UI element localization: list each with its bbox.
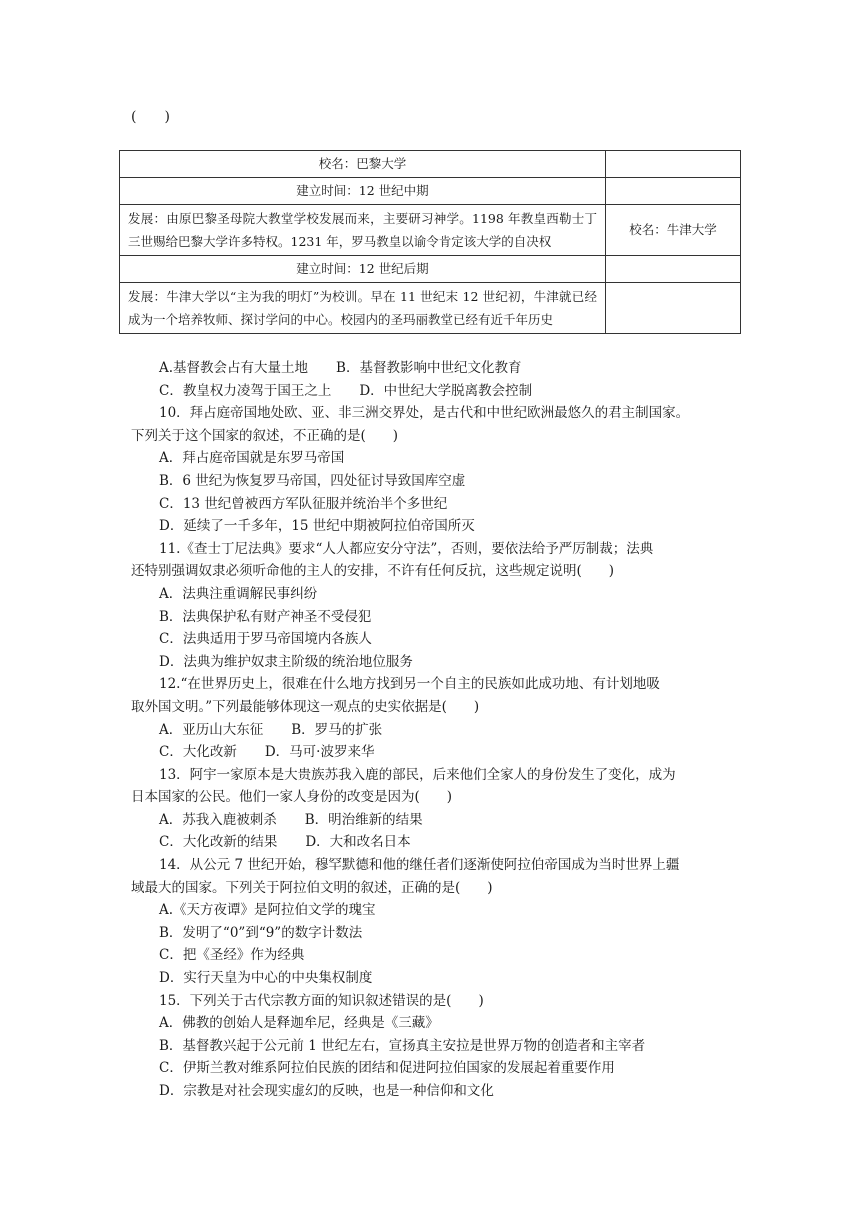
table-cell: 发展：牛津大学以“主为我的明灯”为校训。早在 11 世纪末 12 世纪初，牛津就已经成为一个培养牧师、探讨学问的中心。校园内的圣玛丽教堂已经有近千年历史 bbox=[120, 283, 606, 334]
option-b: B．法典保护私有财产神圣不受侵犯 bbox=[159, 608, 372, 625]
table-row bbox=[120, 178, 741, 205]
question-stem: 13．阿宇一家原本是大贵族苏我入鹿的部民，后来他们全家人的身份发生了变化，成为 bbox=[159, 766, 676, 783]
option-c: C．大化改新的结果 bbox=[159, 834, 278, 851]
table-cell bbox=[606, 151, 741, 178]
option-c: C．伊斯兰教对维系阿拉伯民族的团结和促进阿拉伯国家的发展起着重要作用 bbox=[159, 1060, 615, 1077]
table-cell: 发展：由原巴黎圣母院大教堂学校发展而来，主要研习神学。1198 年教皇西勒士丁三世赐给巴黎大学许多特权。1231 年，罗马教皇以谕令肯定该大学的自决权 bbox=[120, 205, 606, 256]
option-a: A．苏我入鹿被刺杀 bbox=[159, 811, 277, 828]
option-d: D．实行天皇为中心的中央集权制度 bbox=[159, 970, 373, 987]
option-a: A．亚历山大东征 bbox=[159, 721, 264, 738]
option-c: C．教皇权力凌驾于国王之上 bbox=[159, 382, 332, 399]
question-stem: 还特别强调奴隶必须听命他的主人的安排，不许有任何反抗，这些规定说明( ) bbox=[131, 563, 615, 580]
option-a: A．拜占庭帝国就是东罗马帝国 bbox=[159, 450, 345, 467]
table-cell: 建立时间：12 世纪后期 bbox=[120, 256, 606, 283]
option-line bbox=[131, 809, 742, 832]
answer-parentheses: ( ) bbox=[131, 109, 170, 125]
question-stem: 域最大的国家。下列关于阿拉伯文明的叙述，正确的是( ) bbox=[131, 879, 493, 896]
option-line bbox=[131, 719, 742, 742]
table-cell: 建立时间：12 世纪中期 bbox=[120, 178, 606, 205]
table-cell bbox=[606, 178, 741, 205]
option-c: C．13 世纪曾被西方军队征服并统治半个多世纪 bbox=[159, 495, 448, 512]
table-cell bbox=[606, 283, 741, 334]
option-b: B．基督教兴起于公元前 1 世纪左右，宣扬真主安拉是世界万物的创造者和主宰者 bbox=[159, 1037, 646, 1054]
option-a: A.《天方夜谭》是阿拉伯文学的瑰宝 bbox=[159, 902, 376, 919]
option-a: A.基督教会占有大量土地 bbox=[159, 360, 309, 376]
option-line bbox=[131, 380, 742, 403]
table-cell: 校名：牛津大学 bbox=[606, 205, 741, 256]
option-d: D．中世纪大学脱离教会控制 bbox=[359, 382, 533, 399]
question-stem: 下列关于这个国家的叙述，不正确的是( ) bbox=[131, 427, 399, 444]
question-stem: 15．下列关于古代宗教方面的知识叙述错误的是( ) bbox=[159, 992, 484, 1009]
option-b: B．基督教影响中世纪文化教育 bbox=[336, 360, 522, 376]
option-d: D．延续了一千多年，15 世纪中期被阿拉伯帝国所灭 bbox=[159, 518, 475, 535]
table-row bbox=[120, 205, 741, 256]
question-stem: 取外国文明。”下列最能够体现这一观点的史实依据是( ) bbox=[131, 698, 480, 715]
option-line bbox=[131, 831, 742, 854]
table-row bbox=[120, 256, 741, 283]
question-list bbox=[131, 357, 742, 1103]
option-c: C．法典适用于罗马帝国境内各族人 bbox=[159, 631, 372, 648]
option-d: D．宗教是对社会现实虚幻的反映，也是一种信仰和文化 bbox=[159, 1083, 494, 1099]
option-a: A．法典注重调解民事纠纷 bbox=[159, 585, 318, 602]
option-b: B．6 世纪为恢复罗马帝国，四处征讨导致国库空虚 bbox=[159, 472, 466, 489]
option-b: B．明治维新的结果 bbox=[304, 811, 423, 828]
option-a: A．佛教的创始人是释迦牟尼，经典是《三藏》 bbox=[159, 1015, 439, 1032]
option-line bbox=[131, 357, 742, 380]
option-d: D．大和改名日本 bbox=[305, 834, 411, 851]
question-stem: 11.《查士丁尼法典》要求“人人都应安分守法”，否则，要依法给予严厉制裁；法典 bbox=[159, 540, 654, 557]
option-c: C．把《圣经》作为经典 bbox=[159, 947, 305, 964]
table-row bbox=[120, 283, 741, 334]
option-b: B．罗马的扩张 bbox=[291, 721, 383, 738]
option-d: D．法典为维护奴隶主阶级的统治地位服务 bbox=[159, 653, 413, 670]
table-row bbox=[120, 151, 741, 178]
table-cell: 校名：巴黎大学 bbox=[120, 151, 606, 178]
question-stem: 12.“在世界历史上，很难在什么地方找到另一个自主的民族如此成功地、有计划地吸 bbox=[159, 676, 660, 693]
question-stem: 10．拜占庭帝国地处欧、亚、非三洲交界处，是古代和中世纪欧洲最悠久的君主制国家。 bbox=[159, 405, 690, 422]
table-cell bbox=[606, 256, 741, 283]
option-c: C．大化改新 bbox=[159, 744, 237, 761]
option-line bbox=[131, 741, 742, 764]
question-stem: 14．从公元 7 世纪开始，穆罕默德和他的继任者们逐渐使阿拉伯帝国成为当时世界上疆 bbox=[159, 857, 680, 874]
question-stem: 日本国家的公民。他们一家人身份的改变是因为( ) bbox=[131, 789, 453, 806]
university-comparison-table bbox=[119, 150, 741, 334]
option-b: B．发明了“0”到“9”的数字计数法 bbox=[159, 924, 363, 941]
option-d: D．马可·波罗来华 bbox=[264, 744, 375, 761]
